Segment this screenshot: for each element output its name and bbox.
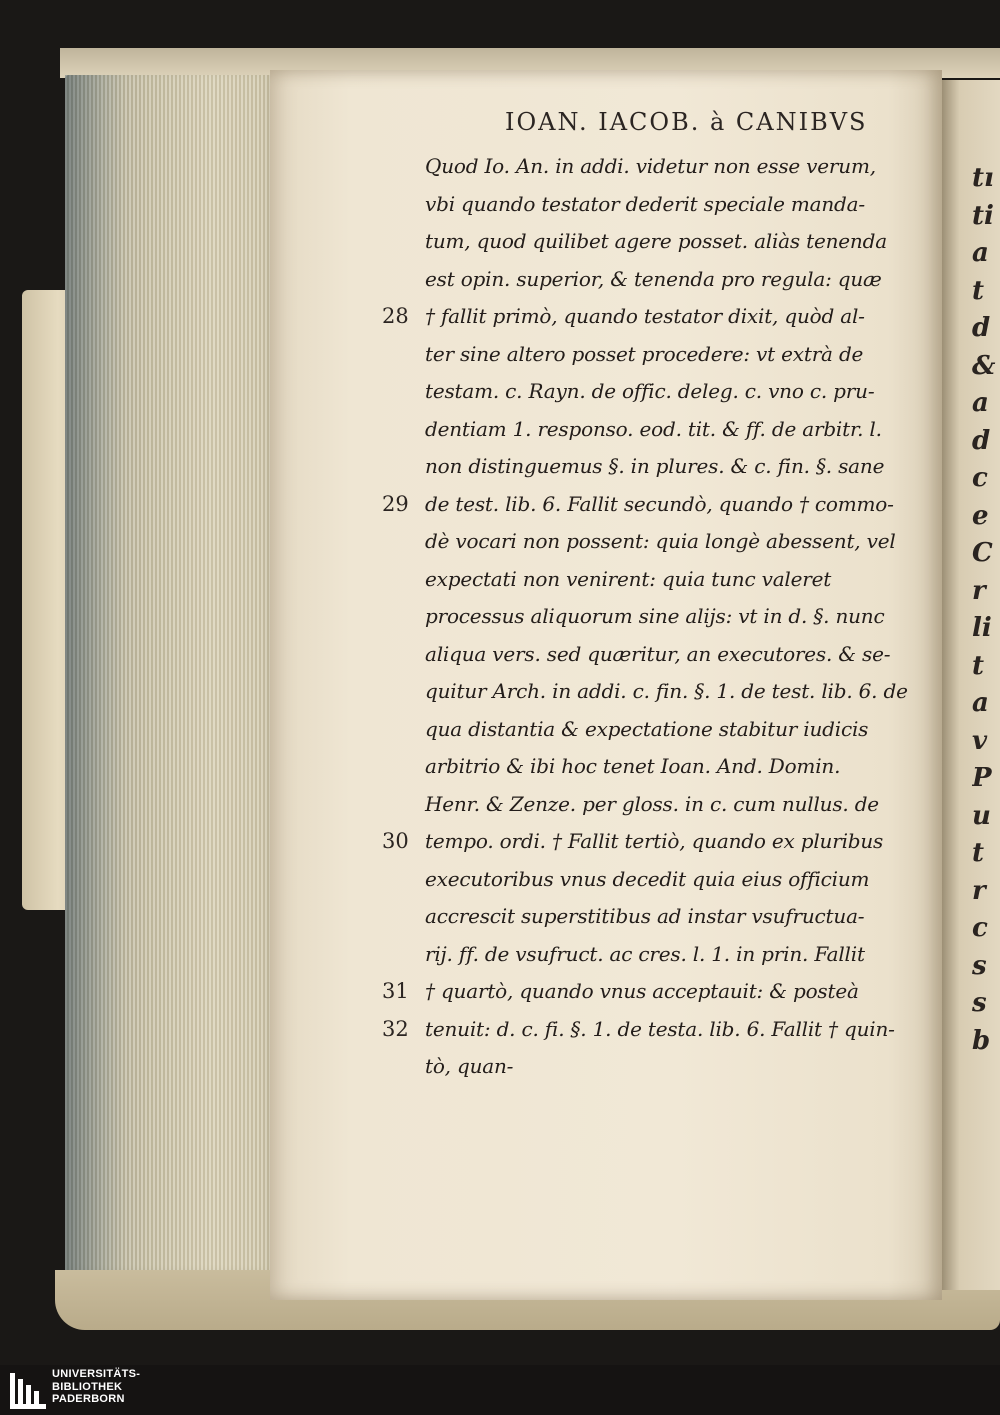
text-line: tum, quod quilibet agere posset. aliàs tenenda <box>425 229 887 253</box>
text-line: de test. lib. 6. Fallit secundò, quando † commo- <box>425 491 894 516</box>
facing-page-text-fragments <box>972 160 1000 1060</box>
text-line: Quod Io. An. in addi. videtur non esse verum, <box>425 154 876 178</box>
library-logo-icon <box>10 1373 46 1409</box>
text-line: quitur Arch. in addi. c. fin. §. 1. de test. lib. 6. de <box>425 679 908 703</box>
text-line: ter sine altero posset procedere: vt extrà de <box>425 341 864 366</box>
facing-page-fragment: C <box>972 538 993 568</box>
text-line: expectati non venirent: quia tunc valeret <box>425 566 832 591</box>
text-line: non distinguemus §. in plures. & c. fin. §. sane <box>425 454 885 478</box>
facing-page-fragment: r <box>972 875 986 906</box>
text-line: executoribus vnus decedit quia eius officium <box>425 866 870 891</box>
facing-page-fragment: u <box>972 800 991 831</box>
facing-page-fragment: s <box>972 950 987 981</box>
text-line: Henr. & Zenze. per gloss. in c. cum nullus. de <box>425 791 879 816</box>
facing-page-fragment: d <box>972 425 991 456</box>
text-line: processus aliquorum sine alijs: vt in d. §. nunc <box>425 604 885 628</box>
text-line: tò, quan- <box>425 1054 514 1078</box>
text-line: † fallit primò, quando testator dixit, quòd al- <box>425 304 865 328</box>
text-line: dentiam 1. responso. eod. tit. & ff. de arbitr. l. <box>425 416 882 441</box>
library-footer-bar <box>0 1365 1000 1415</box>
facing-page-fragment: li <box>972 613 992 643</box>
library-logo-line2: BIBLIOTHEK <box>52 1380 123 1393</box>
text-line: rij. ff. de vsufruct. ac cres. l. 1. in prin. Fallit <box>425 941 865 966</box>
text-line: vbi quando testator dederit speciale manda- <box>425 191 865 216</box>
facing-page-fragment: & <box>972 350 996 381</box>
text-line: qua distantia & expectatione stabitur iudicis <box>425 716 869 741</box>
facing-page-fragment: P <box>972 763 992 793</box>
margin-number: 30 <box>382 829 409 853</box>
text-line: dè vocari non possent: quia longè abessent, vel <box>425 529 896 553</box>
library-logo-text <box>52 1368 140 1406</box>
facing-page-fragment: t <box>972 650 985 681</box>
running-title: IOAN. IACOB. à CANIBVS <box>505 108 868 136</box>
facing-page-fragment: t <box>972 838 985 868</box>
margin-number: 32 <box>382 1016 409 1041</box>
facing-page-fragment: tı <box>972 163 994 193</box>
body-text <box>425 148 940 1086</box>
margin-number: 29 <box>382 491 409 516</box>
text-line: aliqua vers. sed quæritur, an executores. & se- <box>425 641 891 666</box>
text-line: arbitrio & ibi hoc tenet Ioan. And. Domin. <box>425 754 841 778</box>
facing-page-fragment: a <box>972 388 989 418</box>
facing-page-fragment: a <box>972 238 989 268</box>
text-line: accrescit superstitibus ad instar vsufructua- <box>425 904 865 928</box>
facing-page-fragment: s <box>972 988 987 1018</box>
facing-page-fragment: r <box>972 575 986 606</box>
text-line: testam. c. Rayn. de offic. deleg. c. vno c. pru- <box>425 379 875 403</box>
library-logo-line3: PADERBORN <box>52 1393 125 1405</box>
text-line: † quartò, quando vnus acceptauit: & posteà <box>425 979 859 1003</box>
facing-page-fragment: d <box>972 313 991 343</box>
facing-page-fragment: c <box>972 913 988 943</box>
facing-page-fragment: a <box>972 688 989 718</box>
facing-page-fragment: b <box>972 1025 991 1056</box>
facing-page-fragment: v <box>972 725 988 756</box>
facing-page-fragment: c <box>972 463 988 493</box>
margin-number: 31 <box>382 979 409 1003</box>
facing-page-fragment: t <box>972 275 985 306</box>
facing-page-fragment: ti <box>972 200 994 231</box>
text-line: tenuit: d. c. fi. §. 1. de testa. lib. 6. Fallit † quin- <box>425 1016 895 1041</box>
margin-number: 28 <box>382 304 409 328</box>
page-edge-stain <box>65 75 125 1290</box>
text-line: tempo. ordi. † Fallit tertiò, quando ex pluribus <box>425 829 884 853</box>
facing-page-fragment: e <box>972 500 989 531</box>
library-logo-line1: UNIVERSITÄTS- <box>52 1368 141 1380</box>
text-line: est opin. superior, & tenenda pro regula: quæ <box>425 266 882 291</box>
